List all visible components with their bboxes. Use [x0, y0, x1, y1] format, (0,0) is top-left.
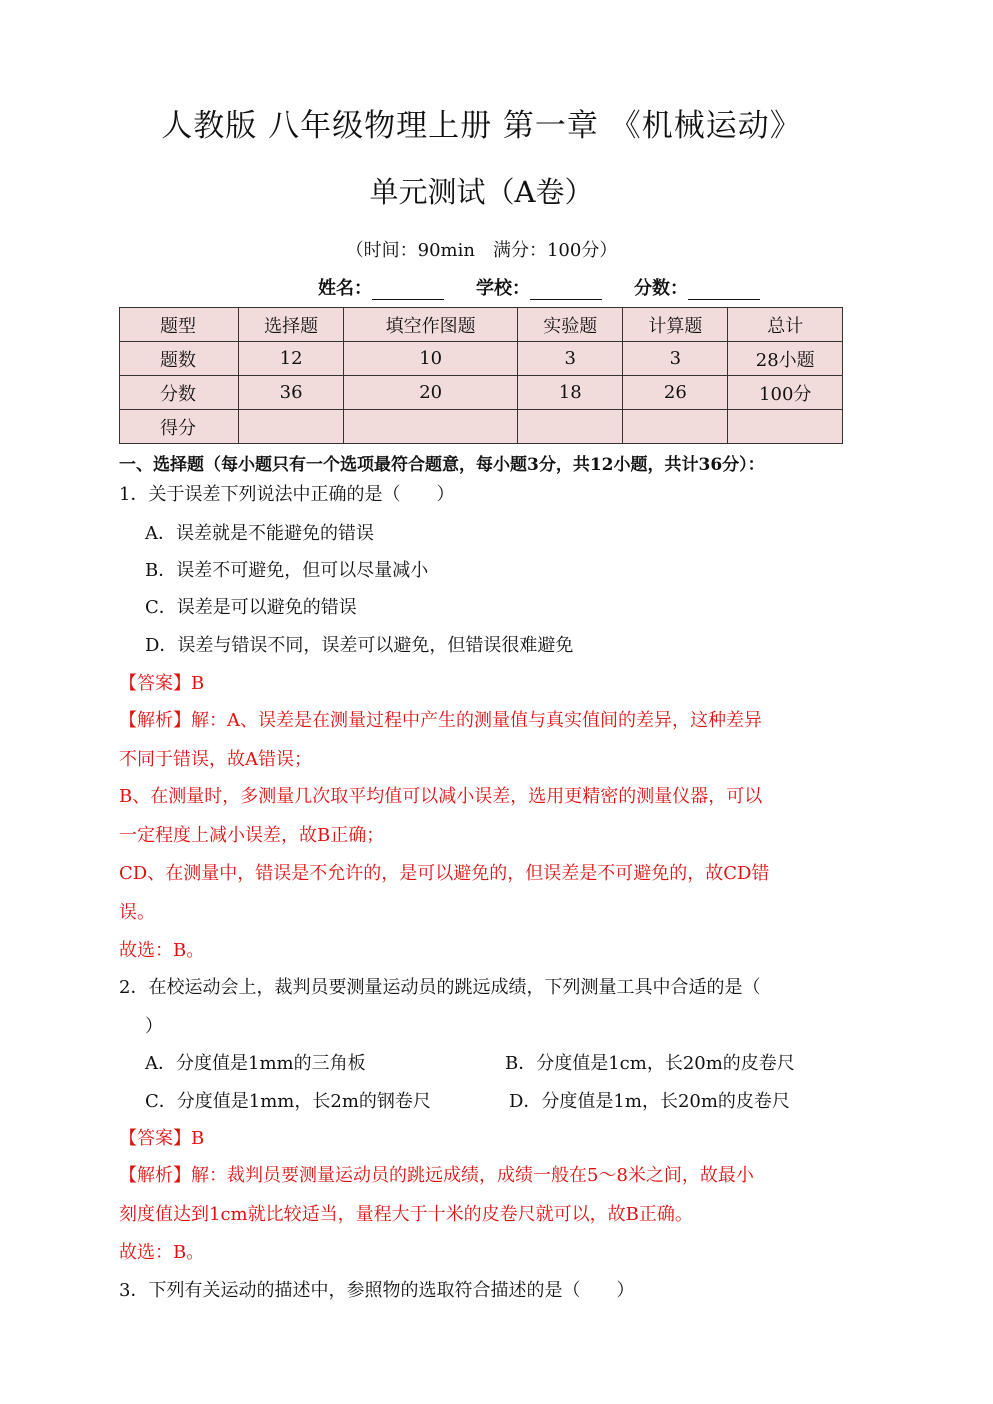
score-entry-cell[interactable] — [344, 410, 518, 444]
name-blank[interactable] — [372, 281, 444, 300]
title-line2: 单元测试（A卷） — [369, 175, 594, 209]
table-cell: 3 — [518, 342, 623, 376]
table-cell: 12 — [239, 342, 344, 376]
table-cell: 18 — [518, 376, 623, 410]
score-entry-cell[interactable] — [623, 410, 728, 444]
table-cell: 20 — [344, 376, 518, 410]
table-row — [120, 308, 843, 342]
name-label: 姓名： — [318, 278, 372, 299]
answer: 【答案】B — [119, 1128, 205, 1149]
question-stem-end: ） — [145, 1016, 163, 1037]
table-cell: 题型 — [120, 308, 239, 342]
score-table — [119, 307, 843, 444]
score-entry-cell[interactable] — [728, 410, 843, 444]
final-choice: 故选：B。 — [119, 940, 205, 961]
section-heading: 一、选择题（每小题只有一个选项最符合题意，每小题3分，共12小题，共计36分）： — [119, 455, 765, 475]
table-cell: 28小题 — [728, 342, 843, 376]
table-cell: 计算题 — [623, 308, 728, 342]
table-row — [120, 410, 843, 444]
option-row-cd — [145, 1091, 790, 1113]
score-blank[interactable] — [688, 281, 760, 300]
option-c: C．分度值是1mm，长2m的钢卷尺 — [145, 1091, 431, 1112]
table-cell: 分数 — [120, 376, 239, 410]
final-choice: 故选：B。 — [119, 1242, 205, 1263]
title-line1: 人教版 八年级物理上册 第一章 《机械运动》 — [161, 108, 802, 144]
option-b: B．误差不可避免，但可以尽量减小 — [145, 560, 429, 581]
analysis-line: 不同于错误，故A错误； — [119, 749, 312, 770]
table-cell: 总计 — [728, 308, 843, 342]
analysis-line: CD、在测量中，错误是不允许的，是可以避免的，但误差是不可避免的，故CD错 — [119, 863, 770, 884]
option-a: A．分度值是1mm的三角板 — [145, 1053, 366, 1074]
table-cell: 得分 — [120, 410, 239, 444]
analysis-line: 一定程度上减小误差，故B正确； — [119, 825, 385, 846]
question-stem: 3．下列有关运动的描述中，参照物的选取符合描述的是（ ） — [119, 1280, 635, 1301]
table-cell: 题数 — [120, 342, 239, 376]
table-cell: 10 — [344, 342, 518, 376]
table-cell: 实验题 — [518, 308, 623, 342]
table-cell: 26 — [623, 376, 728, 410]
option-d: D．分度值是1m，长20m的皮卷尺 — [509, 1091, 790, 1112]
school-label: 学校： — [476, 278, 530, 299]
analysis-line: B、在测量时，多测量几次取平均值可以减小误差，选用更精密的测量仪器，可以 — [119, 786, 763, 807]
time-score-info: （时间：90min 满分：100分） — [345, 240, 618, 261]
score-entry-cell[interactable] — [239, 410, 344, 444]
table-cell: 36 — [239, 376, 344, 410]
table-row — [120, 342, 843, 376]
table-cell: 选择题 — [239, 308, 344, 342]
score-label: 分数： — [634, 278, 688, 299]
question-stem: 1．关于误差下列说法中正确的是（ ） — [119, 484, 455, 505]
analysis-line: 【解析】解：A、误差是在测量过程中产生的测量值与真实值间的差异，这种差异 — [119, 710, 762, 731]
table-cell: 3 — [623, 342, 728, 376]
score-entry-cell[interactable] — [518, 410, 623, 444]
option-d: D．误差与错误不同，误差可以避免，但错误很难避免 — [145, 635, 574, 656]
option-b: B．分度值是1cm，长20m的皮卷尺 — [505, 1053, 795, 1074]
option-c: C．误差是可以避免的错误 — [145, 597, 357, 618]
analysis-line: 误。 — [119, 902, 155, 923]
answer: 【答案】B — [119, 673, 205, 694]
table-cell: 填空作图题 — [344, 308, 518, 342]
question-stem: 2．在校运动会上，裁判员要测量运动员的跳远成绩，下列测量工具中合适的是（ — [119, 977, 761, 998]
analysis-line: 【解析】解：裁判员要测量运动员的跳远成绩，成绩一般在5～8米之间，故最小 — [119, 1165, 754, 1186]
table-row — [120, 376, 843, 410]
analysis-line: 刻度值达到1cm就比较适当，量程大于十米的皮卷尺就可以，故B正确。 — [119, 1204, 693, 1225]
option-a: A．误差就是不能避免的错误 — [145, 523, 374, 544]
table-cell: 100分 — [728, 376, 843, 410]
student-info-row — [318, 274, 792, 300]
school-blank[interactable] — [530, 281, 602, 300]
option-row-ab — [145, 1053, 795, 1075]
